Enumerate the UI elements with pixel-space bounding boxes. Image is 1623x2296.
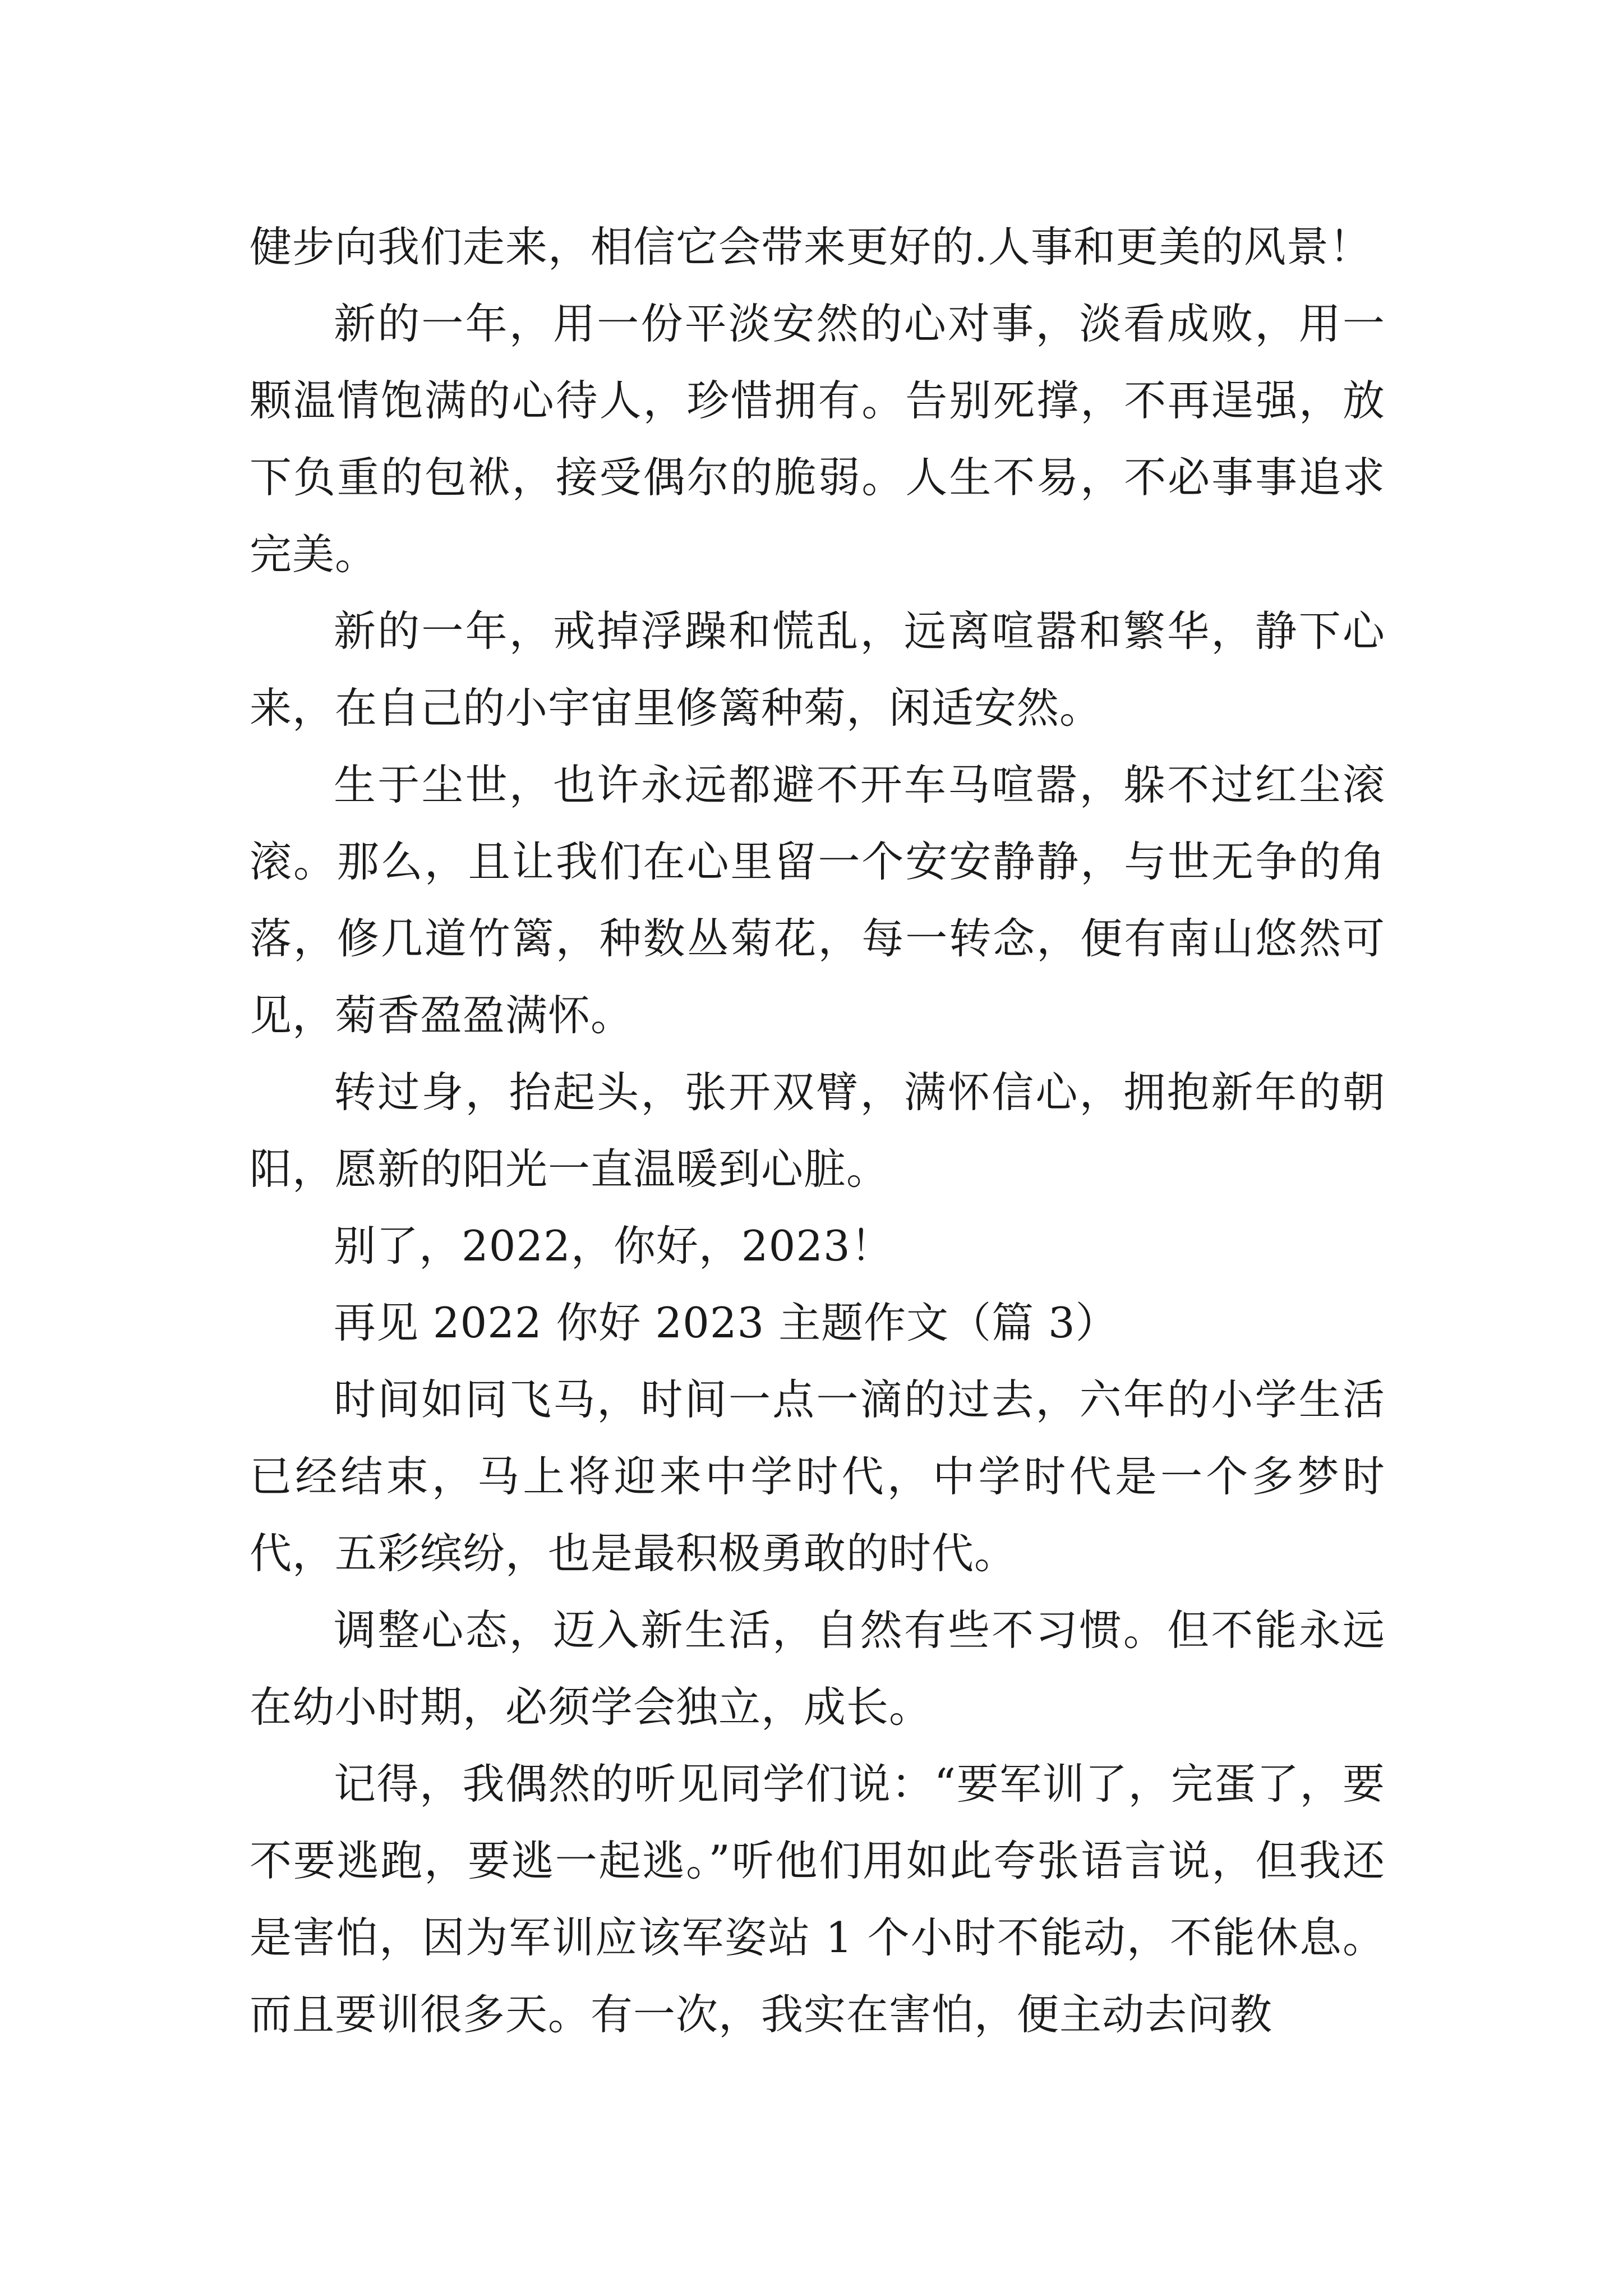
section-heading: 再见 2022 你好 2023 主题作文（篇 3） [334,1298,1118,1347]
document-body [250,209,1385,2053]
paragraph: 健步向我们走来，相信它会带来更好的.人事和更美的风景！ [250,222,1372,272]
paragraph: 调整心态，迈入新生活，自然有些不习惯。但不能永远在幼小时期，必须学会独立，成长。 [250,1605,1385,1732]
paragraph: 新的一年，戒掉浮躁和慌乱，远离喧嚣和繁华，静下心来，在自己的小宇宙里修篱种菊，闲适安然。 [250,606,1385,733]
paragraph: 转过身，抬起头，张开双臂，满怀信心，拥抱新年的朝阳，愿新的阳光一直温暖到心脏。 [250,1068,1385,1194]
paragraph: 生于尘世，也许永远都避不开车马喧嚣，躲不过红尘滚滚。那么，且让我们在心里留一个安安静静，与世无争的角落，修几道竹篱，种数丛菊花，每一转念，便有南山悠然可见，菊香盈盈满怀。 [250,760,1385,1040]
paragraph: 新的一年，用一份平淡安然的心对事，淡看成败，用一颗温情饱满的心待人，珍惜拥有。告别死撑，不再逞强，放下负重的包袱，接受偶尔的脆弱。人生不易，不必事事追求完美。 [250,299,1385,579]
paragraph: 别了，2022，你好，2023！ [334,1221,893,1271]
paragraph: 记得，我偶然的听见同学们说：“要军训了，完蛋了，要不要逃跑，要逃一起逃。”听他们用如此夸张语言说，但我还是害怕，因为军训应该军姿站 1 个小时不能动，不能休息。而且要训很多天。有一次，我实在害怕，便主动去问教 [250,1759,1385,2039]
paragraph: 时间如同飞马，时间一点一滴的过去，六年的小学生活已经结束，马上将迎来中学时代，中学时代是一个多梦时代，五彩缤纷，也是最积极勇敢的时代。 [250,1375,1385,1578]
